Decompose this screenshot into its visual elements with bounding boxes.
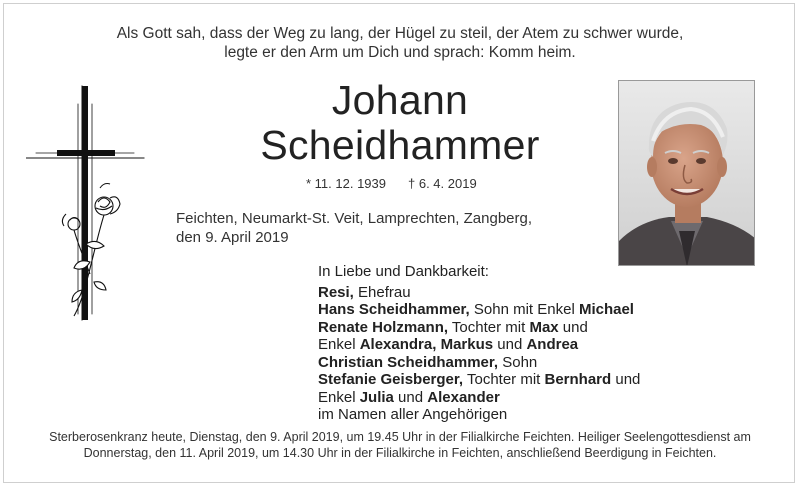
mourner-relation: Tochter mit	[448, 318, 530, 336]
mourner-line	[318, 336, 640, 354]
mourner-relation: Ehefrau	[353, 283, 411, 301]
mourner-relation: und	[611, 371, 641, 388]
mourner-name: Hans Scheidhammer,	[318, 301, 470, 318]
mourners-intro: In Liebe und Dankbarkeit:	[318, 263, 489, 280]
portrait-photo	[618, 80, 755, 266]
verse-line-1: Als Gott sah, dass der Weg zu lang, der Hügel zu steil, der Atem zu schwer wurde,	[116, 25, 684, 42]
mourner-name: Christian Scheidhammer,	[318, 353, 499, 371]
mourner-line	[318, 371, 640, 389]
mourner-relation: Enkel	[318, 388, 360, 406]
first-name: Johann	[331, 77, 469, 123]
mourner-name: Alexandra, Markus	[359, 336, 494, 353]
mourner-name: Andrea	[526, 336, 579, 353]
mourner-relation: Tochter mit	[463, 371, 545, 388]
mourner-name: Stefanie Geisberger,	[318, 371, 464, 388]
mourner-line	[318, 319, 640, 337]
mourner-relation: Enkel	[318, 336, 360, 353]
places-line: Feichten, Neumarkt-St. Veit, Lamprechten, Zangberg,	[176, 210, 533, 227]
mourner-lines	[318, 284, 640, 424]
mourner-name: Max	[529, 318, 559, 336]
service-line-2: Donnerstag, den 11. April 2019, um 14.30 Uhr in der Filialkirche in Feichten, anschließend Beerdigung in Feichten.	[83, 446, 717, 460]
mourner-name: Alexander	[427, 388, 500, 406]
mourner-line	[318, 284, 640, 302]
mourner-relation: Sohn mit Enkel	[469, 301, 579, 318]
birth-date: * 11. 12. 1939	[306, 176, 386, 191]
mourners-list	[318, 263, 640, 424]
date-line: den 9. April 2019	[176, 229, 289, 246]
portrait-image	[619, 81, 755, 266]
mourner-relation: im Namen aller Angehörigen	[318, 406, 508, 423]
mourner-name: Resi,	[318, 283, 354, 301]
mourner-line	[318, 406, 640, 424]
cross-with-rose-icon	[26, 84, 148, 324]
death-date: † 6. 4. 2019	[408, 176, 477, 191]
mourner-relation: und	[393, 388, 428, 406]
mourner-line	[318, 301, 640, 319]
mourner-relation: Sohn	[498, 353, 538, 371]
verse-line-2: legte er den Arm um Dich und sprach: Komm heim.	[224, 44, 576, 61]
places-and-date	[176, 209, 532, 247]
mourner-name: Bernhard	[544, 371, 612, 388]
service-line-1: Sterberosenkranz heute, Dienstag, den 9. April 2019, um 19.45 Uhr in der Filialkirche Feichten. Heiliger Seelengottesdienst am	[49, 430, 751, 444]
mourner-relation: und	[558, 318, 588, 336]
mourner-relation: und	[493, 336, 527, 353]
mourner-name: Julia	[359, 388, 394, 406]
mourner-name: Renate Holzmann,	[318, 318, 449, 336]
verse	[0, 24, 800, 62]
service-info	[0, 429, 800, 461]
mourner-line	[318, 354, 640, 372]
deceased-name	[200, 78, 600, 168]
mourner-line	[318, 389, 640, 407]
last-name: Scheidhammer	[260, 122, 540, 168]
life-dates	[306, 176, 477, 191]
mourner-name: Michael	[578, 301, 634, 318]
